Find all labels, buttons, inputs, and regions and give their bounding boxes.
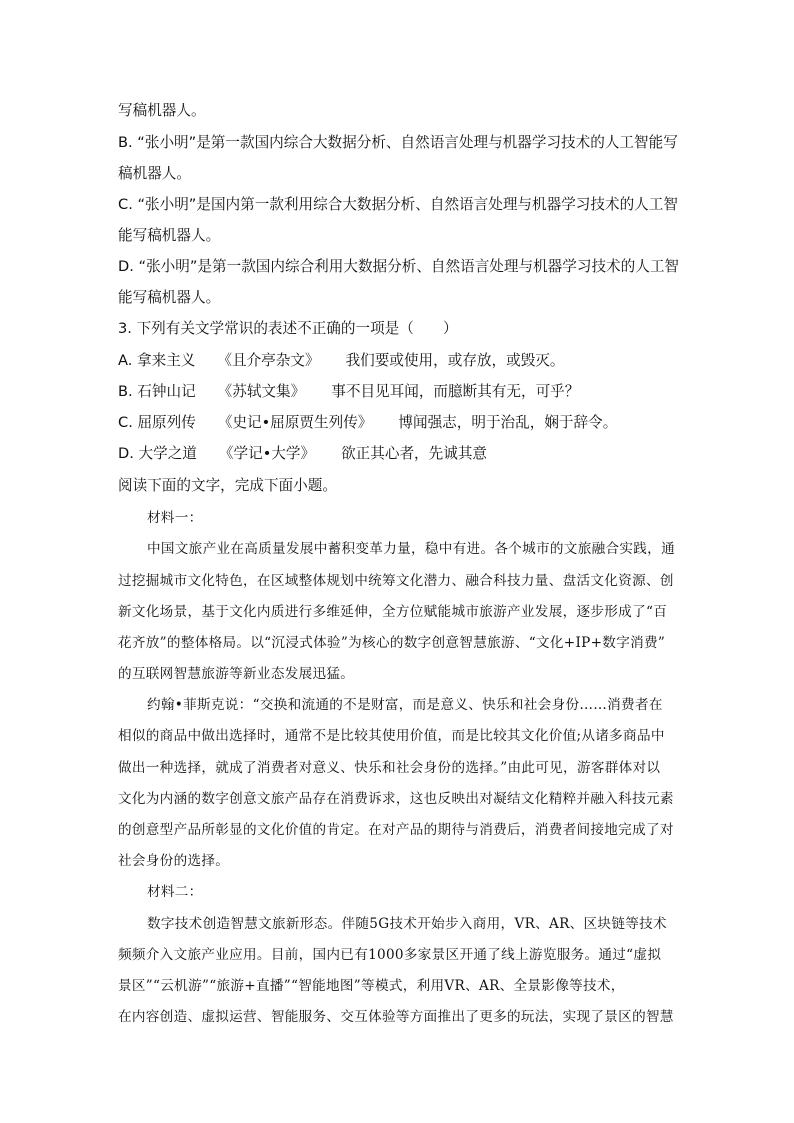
material2-p1-line: 景区”“云机游”“旅游+直播”“智能地图”等模式，利用VR、AR、全景影像等技术， bbox=[118, 978, 625, 994]
material1-p2-line: 约翰•菲斯克说：“交换和流通的不是财富，而是意义、快乐和社会身份……消费者在 bbox=[147, 697, 663, 713]
q3-option-label: C. 屈原列传 bbox=[118, 414, 196, 431]
material1-p1-line: 中国文旅产业在高质量发展中蓄积变革力量，稳中有进。各个城市的文旅融合实践，通 bbox=[147, 541, 675, 557]
q2-option-a-tail: 写稿机器人。 bbox=[118, 102, 206, 119]
material1-p2-line: 的创意型产品所彰显的文化价值的肯定。在对产品的期待与消费后，消费者间接地完成了对 bbox=[118, 822, 674, 838]
q3-option-source: 《苏轼文集》 bbox=[217, 383, 306, 400]
q3-option-quote: 欲正其心者，先诚其意 bbox=[341, 445, 488, 462]
material1-p2-line: 相似的商品中做出选择时，通常不是比较其使用价值，而是比较其文化价值;从诸多商品中 bbox=[118, 728, 665, 744]
material1-p1-line: 花齐放”的整体格局。以“沉浸式体验”为核心的数字创意智慧旅游、“文化+IP+数字消费” bbox=[118, 635, 666, 651]
q3-option-source: 《史记•屈原贾生列传》 bbox=[217, 414, 373, 431]
q3-option-source: 《学记•大学》 bbox=[218, 445, 316, 462]
q2-option-c-line1: C. “张小明”是国内第一款利用综合大数据分析、自然语言处理与机器学习技术的人工智 bbox=[118, 196, 678, 213]
material1-p1-line: 过挖掘城市文化特色，在区域整体规划中统筹文化潜力、融合科技力量、盘活文化资源、创 bbox=[118, 573, 674, 589]
material1-p1-line: 新文化场景，基于文化内质进行多维延伸，全方位赋能城市旅游产业发展，逐步形成了“百 bbox=[118, 604, 668, 620]
q3-option-b bbox=[118, 381, 579, 403]
q2-option-b-line2: 稿机器人。 bbox=[118, 165, 191, 182]
q3-option-quote: 我们要或使用，或存放，或毁灭。 bbox=[345, 352, 565, 369]
material2-heading: 材料二： bbox=[147, 884, 203, 900]
q3-option-quote: 事不目见耳闻，而臆断其有无，可乎？ bbox=[331, 383, 580, 400]
material1-p2-line: 社会身份的选择。 bbox=[118, 853, 230, 869]
q3-stem: 3. 下列有关文学常识的表述不正确的一项是（ ） bbox=[118, 320, 458, 337]
q3-option-source: 《且介亭杂文》 bbox=[217, 352, 320, 369]
q2-option-b-line1: B. “张小明”是第一款国内综合大数据分析、自然语言处理与机器学习技术的人工智能写 bbox=[118, 134, 678, 151]
material1-p2-line: 做出一种选择，就成了消费者对意义、快乐和社会身份的选择。”由此可见，游客群体对以 bbox=[118, 760, 661, 776]
material2-p1-line: 频频介入文旅产业应用。目前，国内已有1000多家景区开通了线上游览服务。通过“虚拟 bbox=[118, 947, 662, 963]
q3-option-c bbox=[118, 412, 617, 434]
q2-option-d-line2: 能写稿机器人。 bbox=[118, 289, 221, 306]
material2-p1-line: 数字技术创造智慧文旅新形态。伴随5G技术开始步入商用，VR、AR、区块链等技术 bbox=[147, 916, 667, 932]
q3-option-a bbox=[118, 350, 564, 372]
q3-option-label: D. 大学之道 bbox=[118, 445, 197, 462]
q3-option-d bbox=[118, 443, 487, 465]
material2-p1-line: 在内容创造、虚拟运营、智能服务、交互体验等方面推出了更多的玩法，实现了景区的智慧 bbox=[118, 1009, 674, 1025]
material1-heading: 材料一： bbox=[147, 510, 203, 526]
q2-option-d-line1: D. “张小明”是第一款国内综合利用大数据分析、自然语言处理与机器学习技术的人工智 bbox=[118, 258, 680, 275]
material1-p2-line: 文化为内涵的数字创意文旅产品存在消费诉求，这也反映出对凝结文化精粹并融入科技元素 bbox=[118, 791, 674, 807]
q3-option-label: A. 拿来主义 bbox=[118, 352, 196, 369]
q2-option-c-line2: 能写稿机器人。 bbox=[118, 227, 221, 244]
q3-option-label: B. 石钟山记 bbox=[118, 383, 196, 400]
material1-p1-line: 的互联网智慧旅游等新业态发展迅猛。 bbox=[118, 666, 355, 682]
reading-intro: 阅读下面的文字，完成下面小题。 bbox=[118, 477, 337, 494]
q3-option-quote: 博闻强志，明于治乱，娴于辞令。 bbox=[398, 414, 618, 431]
